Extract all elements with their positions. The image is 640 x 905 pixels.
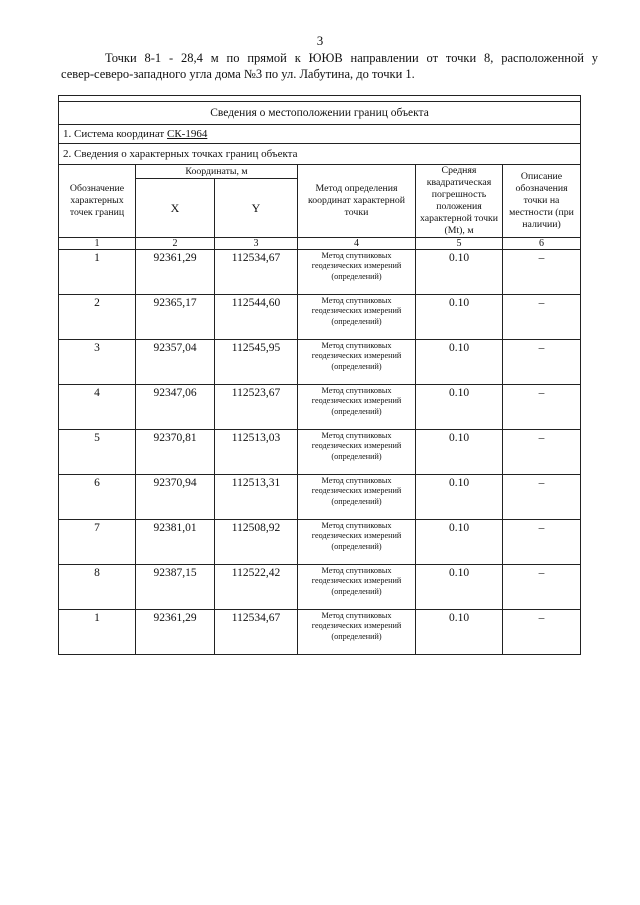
x-value: 92365,17 <box>136 295 215 340</box>
method-value: Метод спутниковых геодезических измерений (определений) <box>298 295 416 340</box>
y-value: 112513,31 <box>215 475 298 520</box>
y-value: 112534,67 <box>215 250 298 295</box>
description-value: – <box>503 610 581 655</box>
x-value: 92370,94 <box>136 475 215 520</box>
column-number: 4 <box>298 238 416 250</box>
intro-line-1: Точки 8-1 - 28,4 м по прямой к ЮЮВ направлении от точки 8, расположенной у <box>105 51 598 65</box>
method-value: Метод спутниковых геодезических измерений (определений) <box>298 340 416 385</box>
y-value: 112545,95 <box>215 340 298 385</box>
point-id: 5 <box>59 430 136 475</box>
table-row <box>59 475 581 520</box>
intro-line-2: север-северо-западного угла дома №3 по ул. Лабутина, до точки 1. <box>61 67 415 81</box>
y-value: 112544,60 <box>215 295 298 340</box>
table-row <box>59 565 581 610</box>
header-point: Обозначение характерных точек границ <box>59 165 136 238</box>
header-description: Описание обозначения точки на местности (при наличии) <box>503 165 581 238</box>
x-value: 92361,29 <box>136 610 215 655</box>
header-coordinates: Координаты, м <box>136 165 298 179</box>
x-value: 92381,01 <box>136 520 215 565</box>
error-value: 0.10 <box>416 520 503 565</box>
header-x: X <box>136 179 215 238</box>
error-value: 0.10 <box>416 340 503 385</box>
point-id: 4 <box>59 385 136 430</box>
description-value: – <box>503 340 581 385</box>
method-value: Метод спутниковых геодезических измерений (определений) <box>298 385 416 430</box>
point-id: 1 <box>59 610 136 655</box>
table-row <box>59 250 581 295</box>
method-value: Метод спутниковых геодезических измерений (определений) <box>298 565 416 610</box>
intro-paragraph <box>61 50 598 82</box>
point-id: 8 <box>59 565 136 610</box>
column-number: 5 <box>416 238 503 250</box>
point-id: 6 <box>59 475 136 520</box>
description-value: – <box>503 295 581 340</box>
method-value: Метод спутниковых геодезических измерений (определений) <box>298 520 416 565</box>
point-id: 7 <box>59 520 136 565</box>
table-row <box>59 295 581 340</box>
method-value: Метод спутниковых геодезических измерений (определений) <box>298 610 416 655</box>
error-value: 0.10 <box>416 250 503 295</box>
x-value: 92370,81 <box>136 430 215 475</box>
y-value: 112513,03 <box>215 430 298 475</box>
boundary-table <box>58 95 581 655</box>
y-value: 112508,92 <box>215 520 298 565</box>
method-value: Метод спутниковых геодезических измерений (определений) <box>298 250 416 295</box>
x-value: 92361,29 <box>136 250 215 295</box>
y-value: 112523,67 <box>215 385 298 430</box>
column-number: 6 <box>503 238 581 250</box>
error-value: 0.10 <box>416 430 503 475</box>
table-row <box>59 610 581 655</box>
header-y: Y <box>215 179 298 238</box>
column-number: 3 <box>215 238 298 250</box>
x-value: 92357,04 <box>136 340 215 385</box>
point-id: 2 <box>59 295 136 340</box>
coordinate-system-row <box>59 125 581 144</box>
error-value: 0.10 <box>416 565 503 610</box>
method-value: Метод спутниковых геодезических измерений (определений) <box>298 430 416 475</box>
y-value: 112534,67 <box>215 610 298 655</box>
column-number: 1 <box>59 238 136 250</box>
table-row <box>59 385 581 430</box>
coordinate-system-value: СК-1964 <box>166 128 208 140</box>
table-title: Сведения о местоположении границ объекта <box>59 102 581 125</box>
column-number: 2 <box>136 238 215 250</box>
header-error-text: Средняя квадратическая погрешность положения характерной точки (Mt), м <box>419 165 499 236</box>
error-value: 0.10 <box>416 385 503 430</box>
header-error <box>416 165 503 238</box>
description-value: – <box>503 520 581 565</box>
y-value: 112522,42 <box>215 565 298 610</box>
points-section-row: 2. Сведения о характерных точках границ объекта <box>59 144 581 165</box>
point-id: 3 <box>59 340 136 385</box>
x-value: 92387,15 <box>136 565 215 610</box>
description-value: – <box>503 475 581 520</box>
description-value: – <box>503 250 581 295</box>
table-row <box>59 520 581 565</box>
method-value: Метод спутниковых геодезических измерений (определений) <box>298 475 416 520</box>
error-value: 0.10 <box>416 475 503 520</box>
error-value: 0.10 <box>416 295 503 340</box>
column-number-row <box>59 238 581 250</box>
point-id: 1 <box>59 250 136 295</box>
description-value: – <box>503 565 581 610</box>
page-number: 3 <box>316 33 324 48</box>
header-method: Метод определения координат характерной точки <box>298 165 416 238</box>
table-row <box>59 430 581 475</box>
description-value: – <box>503 385 581 430</box>
error-value: 0.10 <box>416 610 503 655</box>
coordinate-system-label: 1. Система координат <box>63 128 167 140</box>
description-value: – <box>503 430 581 475</box>
table-row <box>59 340 581 385</box>
x-value: 92347,06 <box>136 385 215 430</box>
